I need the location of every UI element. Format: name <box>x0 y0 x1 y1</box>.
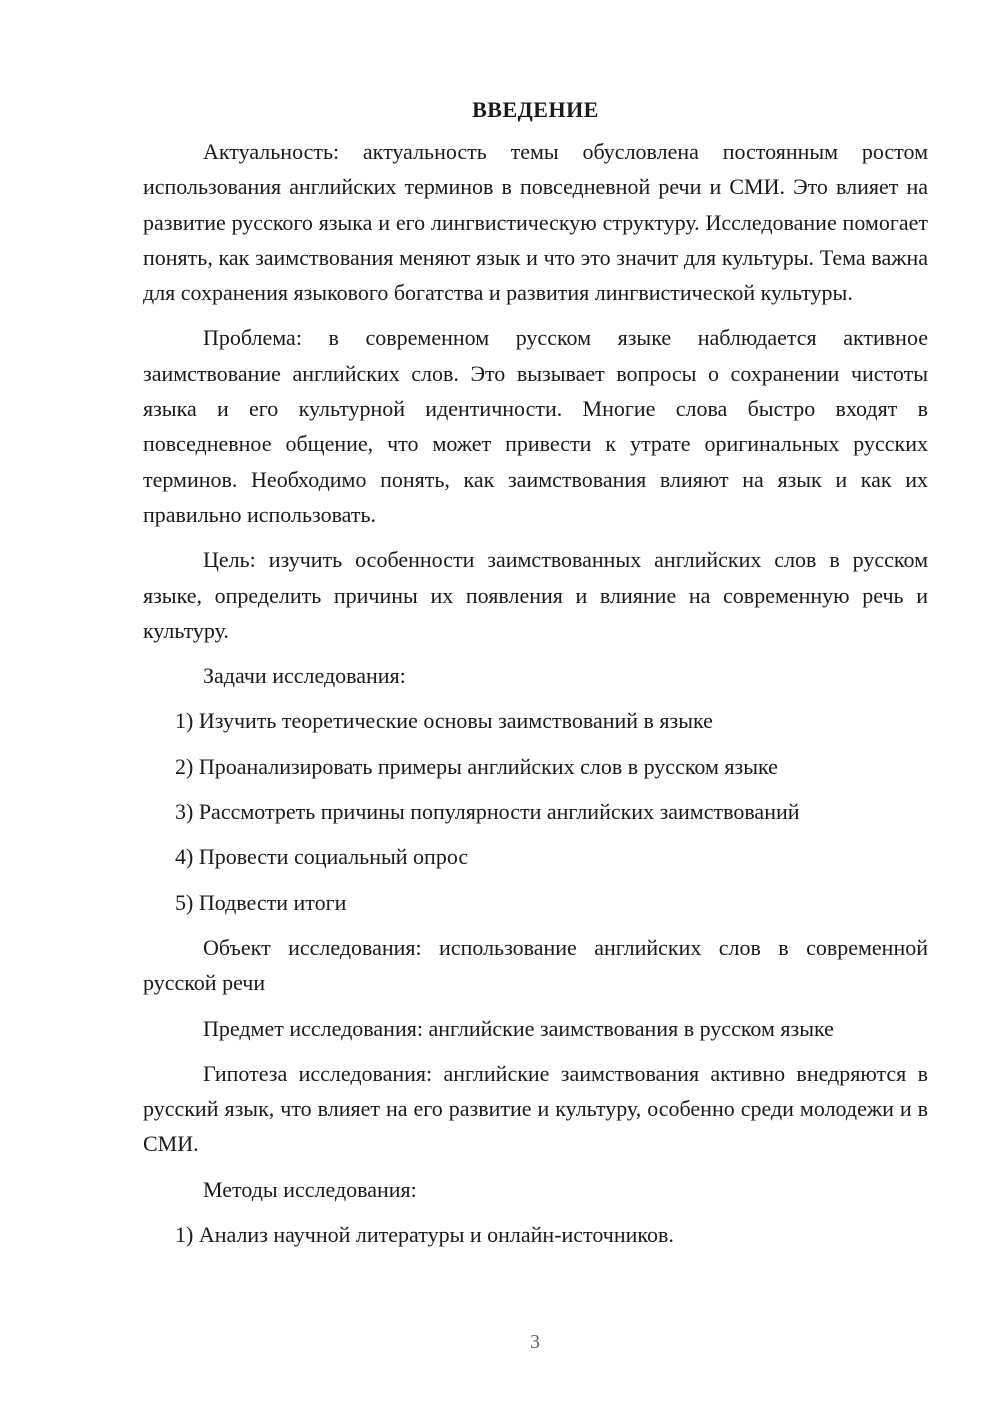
task-item: 3) Рассмотреть причины популярности английских заимствований <box>175 799 800 825</box>
object-paragraph: Объект исследования: использование английских слов в современной русской речи <box>143 934 928 996</box>
page-number: 3 <box>530 1331 540 1353</box>
task-item: 5) Подвести итоги <box>175 889 347 915</box>
method-item: 1) Анализ научной литературы и онлайн-источников. <box>175 1222 674 1248</box>
problem-paragraph: Проблема: в современном русском языке наблюдается активное заимствование английских слов. Это вызывает вопросы о сохранении чистоты языка и его культурной идентичности. Многие слова быстро входят в повседневное общение, что может привести к утрате оригинальных русских терминов. Необходимо понять, как заимствования влияют на язык и как их правильно использовать. <box>143 325 928 527</box>
methods-heading: Методы исследования: <box>203 1176 417 1202</box>
task-item: 4) Провести социальный опрос <box>175 844 469 870</box>
task-item: 2) Проанализировать примеры английских слов в русском языке <box>175 753 778 779</box>
page-content <box>143 92 928 1262</box>
subject-paragraph: Предмет исследования: английские заимствования в русском языке <box>203 1015 834 1041</box>
section-heading: ВВЕДЕНИЕ <box>472 97 599 122</box>
relevance-paragraph: Актуальность: актуальность темы обусловлена постоянным ростом использования английских терминов в повседневной речи и СМИ. Это влияет на развитие русского языка и его лингвистическую структуру. Исследование помогает понять, как заимствования меняют язык и что это значит для культуры. Тема важна для сохранения языкового богатства и развития лингвистической культуры. <box>143 139 928 306</box>
task-item: 1) Изучить теоретические основы заимствований в языке <box>175 708 713 734</box>
goal-paragraph: Цель: изучить особенности заимствованных английских слов в русском языке, определить причины их появления и влияние на современную речь и культуру. <box>143 547 928 643</box>
hypothesis-paragraph: Гипотеза исследования: английские заимствования активно внедряются в русский язык, что влияет на его развитие и культуру, особенно среди молодежи и в СМИ. <box>143 1060 928 1157</box>
tasks-heading: Задачи исследования: <box>203 663 406 689</box>
